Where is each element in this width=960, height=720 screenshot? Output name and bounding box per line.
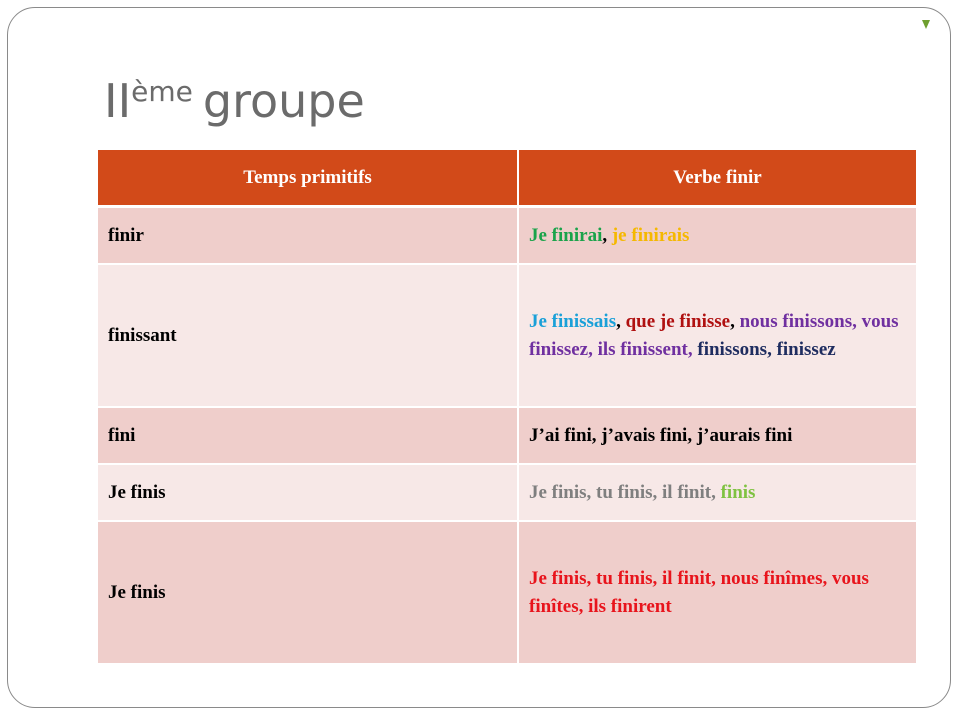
form-segment: Je finissais bbox=[529, 310, 617, 332]
row-forms bbox=[518, 407, 916, 464]
form-segment: nous finissons, vous finissez, ils finissent, bbox=[529, 310, 899, 360]
row-label: Je finis bbox=[98, 521, 518, 664]
form-segment: J’ai fini, j’avais fini, j’aurais fini bbox=[529, 424, 793, 446]
row-forms bbox=[518, 464, 916, 521]
form-segment: , bbox=[602, 224, 612, 246]
form-segment: je finirais bbox=[611, 224, 690, 246]
table-row bbox=[98, 264, 916, 407]
form-segment: finis bbox=[720, 481, 756, 503]
page-title bbox=[104, 74, 365, 128]
row-label: finissant bbox=[98, 264, 518, 407]
row-label: Je finis bbox=[98, 464, 518, 521]
title-roman-numeral: II bbox=[104, 74, 132, 128]
row-label: finir bbox=[98, 207, 518, 265]
form-segment: que je finisse bbox=[625, 310, 731, 332]
form-segment: Je finis, tu finis, il finit, nous finîmes, vous finîtes, ils finirent bbox=[529, 567, 869, 617]
row-forms bbox=[518, 207, 916, 265]
form-segment: Je finirai bbox=[529, 224, 603, 246]
table-row bbox=[98, 521, 916, 664]
table-row bbox=[98, 464, 916, 521]
form-segment: finissons, finissez bbox=[692, 338, 836, 360]
form-segment: , bbox=[730, 310, 740, 332]
row-forms bbox=[518, 521, 916, 664]
row-label: fini bbox=[98, 407, 518, 464]
table-row bbox=[98, 407, 916, 464]
corner-triangle-icon bbox=[922, 20, 930, 29]
row-forms bbox=[518, 264, 916, 407]
table-header-row bbox=[98, 150, 916, 207]
title-superscript: ème bbox=[131, 75, 193, 108]
table-row bbox=[98, 207, 916, 265]
header-verbe-finir: Verbe finir bbox=[518, 150, 916, 207]
title-word: groupe bbox=[202, 74, 365, 128]
form-segment: Je finis, tu finis, il finit, bbox=[529, 481, 721, 503]
conjugation-table bbox=[98, 150, 916, 665]
header-temps-primitifs: Temps primitifs bbox=[98, 150, 518, 207]
form-segment: , bbox=[616, 310, 626, 332]
